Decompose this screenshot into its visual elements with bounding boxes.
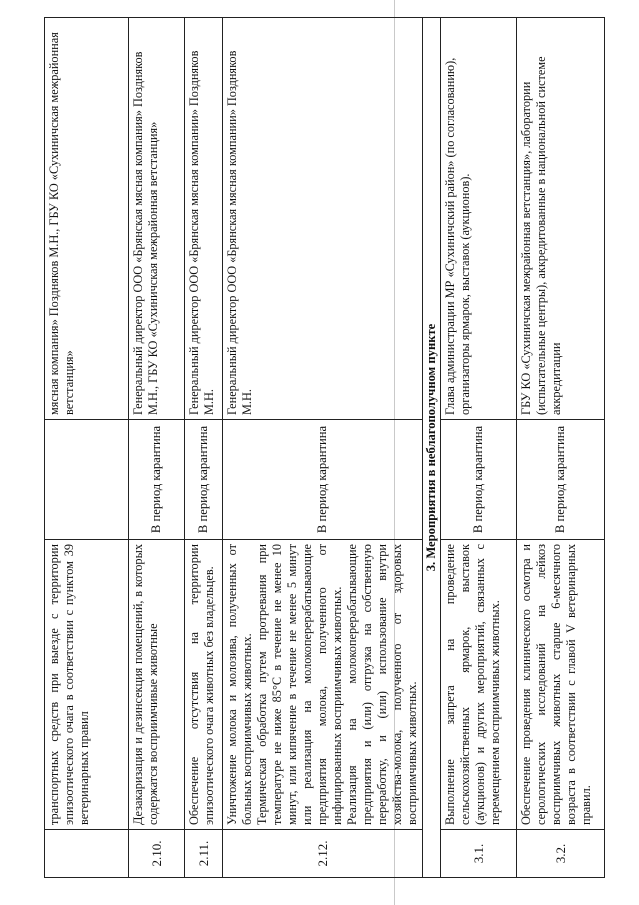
period-cell: В период карантина — [185, 420, 223, 540]
period-cell: В период карантина — [129, 420, 185, 540]
row-number: 3.1. — [441, 830, 517, 878]
action-cell — [129, 540, 185, 830]
period-cell — [45, 420, 129, 540]
period-cell: В период карантина — [517, 420, 605, 540]
responsible-cell: Генеральный директор ООО «Брянская мясная компания» Поздняков М.Н., ГБУ КО «Сухиничская межрайонная ветстанция» — [129, 18, 185, 420]
row-number: 3.2. — [517, 830, 605, 878]
action-text: Реализация на молокоперерабатывающие предприятия и (или) отгрузка на собственную переработку, и (или) использование внутри хозяйства-молока, полученного от здоровых восприимчивых животных. — [345, 544, 419, 825]
responsible-cell: ГБУ КО «Сухиничская межрайонная ветстанция», лаборатории (испытательные центры), аккредитованные в национальной системе аккредитации — [517, 18, 605, 420]
action-text: Уничтожение молока и молозива, полученных от больных восприимчивых животных. — [225, 544, 254, 825]
action-cell — [45, 540, 129, 830]
action-text: Обеспечение проведения клинического осмотра и серологических исследований на лейкоз восприимчивых животных старше 6-месячного возраста в соответствии с главой V ветеринарных правил. — [519, 544, 594, 825]
responsible-cell: Генеральный директор ООО «Брянская мясная компании» Поздняков М.Н. — [223, 18, 423, 420]
period-cell: В период карантина — [223, 420, 423, 540]
table-row — [223, 18, 423, 878]
row-number — [45, 830, 129, 878]
action-text: Выполнение запрета на проведение сельскохозяйственных ярмарок, выставок (аукционов) и других мероприятий, связанных с перемещением восприимчивых животных. — [443, 544, 503, 825]
table-row — [441, 18, 517, 878]
action-text: Термическая обработка путем протревания при температуре не ниже 85°С в течение не менее 10 минут, или кипячение в течение не менее 5 минут или реализация на молокоперерабатывающие предприятия молока, полученного от инфицированных восприимчивых животных. — [255, 544, 344, 825]
rotated-page — [44, 18, 622, 878]
period-cell: В период карантина — [441, 420, 517, 540]
section-title: 3. Мероприятия в неблагополучном пункте — [423, 18, 441, 878]
table-row — [517, 18, 605, 878]
action-text: Дезакаризация и дезинсекция помещений, в которых содержатся восприимчивые животные — [131, 544, 160, 825]
table-row — [185, 18, 223, 878]
responsible-cell: Глава администрации МР «Сухиничский район» (по согласованию), организаторы ярмарок, выставок (аукционов). — [441, 18, 517, 420]
action-cell — [185, 540, 223, 830]
table-row — [45, 18, 129, 878]
measures-table — [44, 17, 605, 878]
row-number: 2.12. — [223, 830, 423, 878]
responsible-cell: Генеральный директор ООО «Брянская мясная компании» Поздняков М.Н. — [185, 18, 223, 420]
action-cell — [517, 540, 605, 830]
responsible-cell: мясная компания» Поздняков М.Н., ГБУ КО «Сухиничская межрайонная ветстанция» — [45, 18, 129, 420]
table-row — [129, 18, 185, 878]
action-cell — [223, 540, 423, 830]
section-header-row — [423, 18, 441, 878]
action-text: Обеспечение отсутствия на территории эпизоотического очага животных без владельцев. — [187, 544, 216, 825]
row-number: 2.10. — [129, 830, 185, 878]
action-cell — [441, 540, 517, 830]
action-text: транспортных средств при выезде с территории эпизоотического очага в соответствии с пунктом 39 ветеринарных правил — [47, 544, 91, 825]
row-number: 2.11. — [185, 830, 223, 878]
